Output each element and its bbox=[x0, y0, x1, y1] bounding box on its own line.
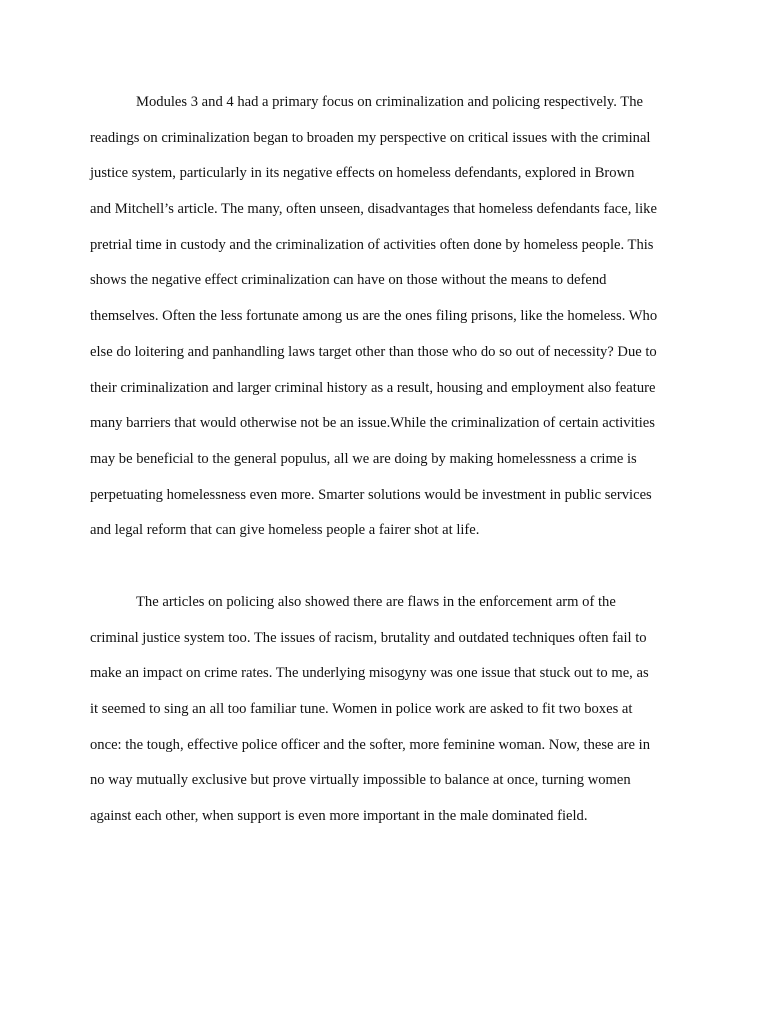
paragraph-line: shows the negative effect criminalization can have on those without the means to defend bbox=[90, 272, 607, 289]
paragraph-policing bbox=[90, 590, 690, 840]
paragraph-line: it seemed to sing an all too familiar tune. Women in police work are asked to fit two boxes at bbox=[90, 701, 633, 718]
paragraph-line: readings on criminalization began to broaden my perspective on critical issues with the criminal bbox=[90, 129, 651, 146]
paragraph-line: no way mutually exclusive but prove virtually impossible to balance at once, turning women bbox=[90, 772, 631, 789]
paragraph-line: justice system, particularly in its negative effects on homeless defendants, explored in Brown bbox=[90, 165, 635, 182]
paragraph-line: against each other, when support is even more important in the male dominated field. bbox=[90, 808, 588, 825]
paragraph-line: pretrial time in custody and the criminalization of activities often done by homeless people. This bbox=[90, 236, 654, 253]
paragraph-line: once: the tough, effective police officer and the softer, more feminine woman. Now, these are in bbox=[90, 736, 650, 753]
paragraph-line: and Mitchell’s article. The many, often unseen, disadvantages that homeless defendants face, like bbox=[90, 201, 657, 218]
paragraph-line: make an impact on crime rates. The underlying misogyny was one issue that stuck out to me, as bbox=[90, 665, 649, 682]
paragraph-line: perpetuating homelessness even more. Smarter solutions would be investment in public services bbox=[90, 486, 652, 503]
paragraph-line: and legal reform that can give homeless people a fairer shot at life. bbox=[90, 522, 480, 539]
paragraph-line: themselves. Often the less fortunate among us are the ones filing prisons, like the homeless. Who bbox=[90, 308, 658, 325]
paragraph-line: else do loitering and panhandling laws target other than those who do so out of necessity? Due to bbox=[90, 343, 657, 360]
paragraph-line: criminal justice system too. The issues of racism, brutality and outdated techniques often fail to bbox=[90, 629, 647, 646]
paragraph-line: The articles on policing also showed there are flaws in the enforcement arm of the bbox=[136, 594, 616, 610]
paragraph-line: may be beneficial to the general populus, all we are doing by making homelessness a crime is bbox=[90, 450, 637, 467]
paragraph-line: Modules 3 and 4 had a primary focus on criminalization and policing respectively. The bbox=[136, 94, 643, 110]
paragraph-line: many barriers that would otherwise not be an issue.While the criminalization of certain activities bbox=[90, 415, 655, 432]
paragraph-criminalization bbox=[90, 90, 690, 554]
paragraph-line: their criminalization and larger criminal history as a result, housing and employment also feature bbox=[90, 379, 656, 396]
